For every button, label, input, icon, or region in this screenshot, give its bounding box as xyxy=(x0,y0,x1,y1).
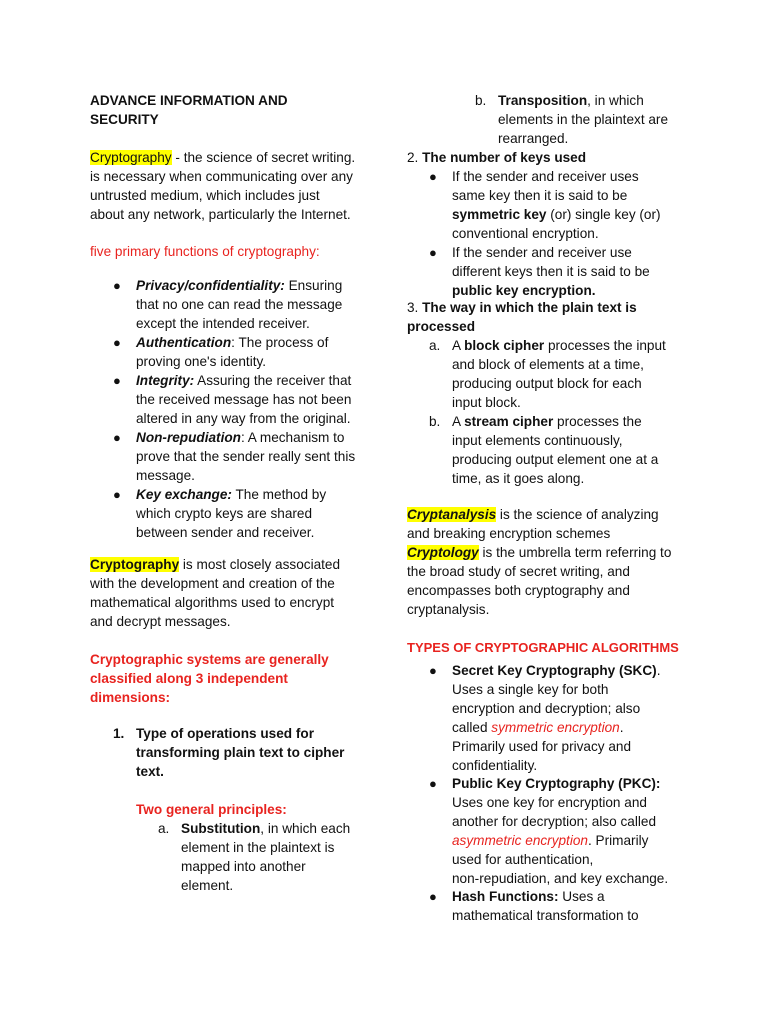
document-title: ADVANCE INFORMATION AND SECURITY xyxy=(90,93,288,127)
highlighted-term: Cryptography xyxy=(90,150,172,165)
bullet-icon: ● xyxy=(429,889,437,904)
principles-heading: Two general principles: xyxy=(136,802,287,817)
dimension-3-heading: 3. The way in which the plain text is processed xyxy=(407,300,637,334)
bullet-icon: ● xyxy=(113,373,121,388)
cryptology-paragraph: Cryptology is the umbrella term referring to the broad study of secret writing, and encompasses both cryptography and cryptanalysis. xyxy=(407,545,672,617)
cryptanalysis-paragraph: Cryptanalysis is the science of analyzing and breaking encryption schemes xyxy=(407,507,659,541)
highlighted-term: Cryptography xyxy=(90,557,180,572)
intro-paragraph: Cryptography - the science of secret writing. is necessary when communicating over any untrusted medium, which includes just about any network, particularly the Internet. xyxy=(90,150,356,222)
list-letter: b. xyxy=(475,93,487,108)
highlighted-term: Cryptology xyxy=(407,545,479,560)
bullet-icon: ● xyxy=(429,776,437,791)
list-number: 1. xyxy=(113,726,125,741)
functions-heading: five primary functions of cryptography: xyxy=(90,244,320,259)
bullet-icon: ● xyxy=(113,430,121,445)
bullet-icon: ● xyxy=(113,487,121,502)
bullet-icon: ● xyxy=(113,278,121,293)
dimensions-heading: Cryptographic systems are generally classified along 3 independent dimensions: xyxy=(90,652,329,705)
bullet-icon: ● xyxy=(429,245,437,260)
association-paragraph: Cryptography is most closely associated with the development and creation of the mathematical algorithms used to encrypt and decrypt messages. xyxy=(90,557,341,629)
document-page: ADVANCE INFORMATION AND SECURITY Cryptography - the science of secret writing. is necessary when communicating over any untrusted medium, which includes just about any network, particularly the Internet. five primary functions of cryptography: ● Privacy/confidentiality: Ensuring that no one can read the message except the intended receiver. ● Authentication: The process of proving one's identity. ● Integrity: Assuring the receiver that the received message has not been altered in any way from the original. ● Non-repudiation: A mechanism to prove that the sender really sent this message. ● Key exchange: The method by which crypto keys are shared between sender and receiver. Cryptography is most closely associated with the development and creation of the mathematical algorithms used to encrypt and decrypt messages. Cryptographic systems are generally classified along 3 independent dimensions: 1. Type of operations used for transforming plain text to cipher text. Two general principles: a. Substitution, in which each element in the plaintext is mapped into another element. b. Transposition, in which elements in the plaintext are rearranged. 2. The number of keys used ● If the sender and receiver uses same key then it is said to be symmetric key (or) single key (or) conventional encryption. ● If the sender and receiver use different keys then it is said to be public key encryption. 3. The way in which the plain text is processed a. A block cipher processes the input and block of elements at a time, producing output block for each input block. b. A stream cipher processes the input elements continuously, producing output element one at a time, as it goes along. Cryptanalysis is the science of analyzing and breaking encryption schemes Cryptology is the umbrella term referring to the broad study of secret writing, and encompasses both cryptography and cryptanalysis. TYPES OF CRYPTOGRAPHIC ALGORITHMS ● Secret Key Cryptography (SKC). Uses a single key for both encryption and decryption; also called symmetric encryption. Primarily used for privacy and confidentiality. ● Public Key Cryptography (PKC): Uses one key for encryption and another for decryption; also called asymmetric encryption. Primarily used for authentication, non-repudiation, and key exchange. ● Hash Functions: Uses a mathematical transformation to xyxy=(90,93,679,923)
list-letter: a. xyxy=(429,338,441,353)
dimension-2-heading: 2. The number of keys used xyxy=(407,150,587,165)
bullet-icon: ● xyxy=(113,335,121,350)
types-heading: TYPES OF CRYPTOGRAPHIC ALGORITHMS xyxy=(407,640,679,655)
list-letter: b. xyxy=(429,414,441,429)
bullet-icon: ● xyxy=(429,169,437,184)
highlighted-term: Cryptanalysis xyxy=(407,507,497,522)
bullet-icon: ● xyxy=(429,663,437,678)
list-letter: a. xyxy=(158,821,170,836)
